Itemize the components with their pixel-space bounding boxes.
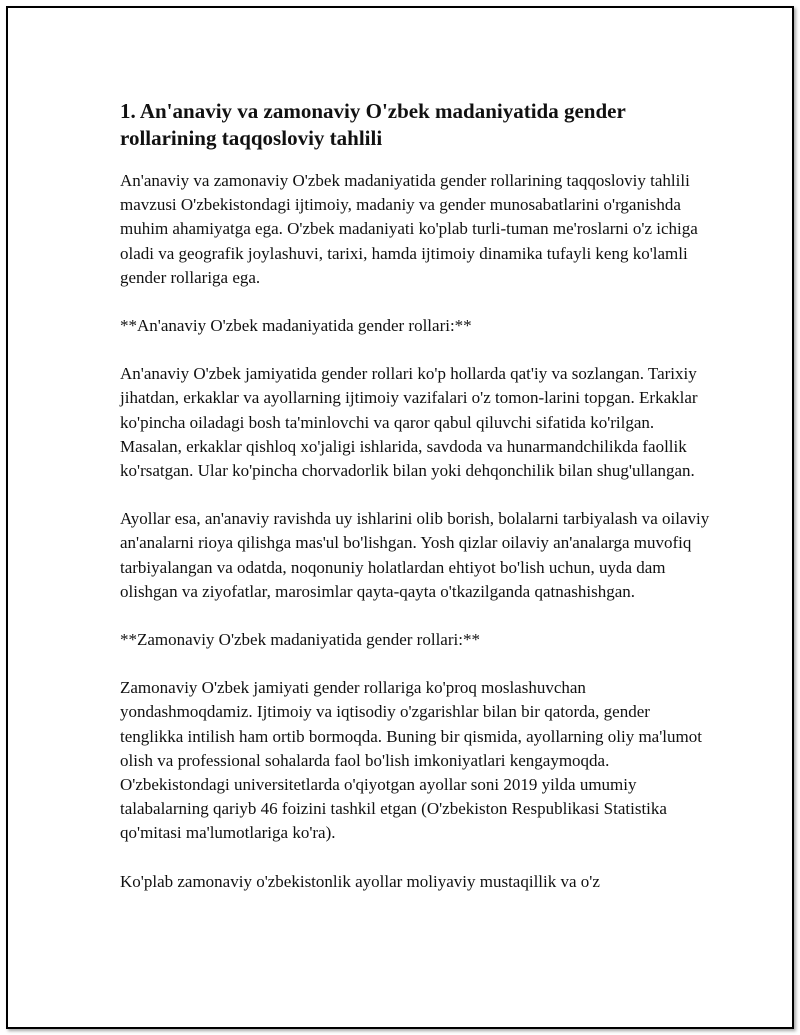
- intro-paragraph: An'anaviy va zamonaviy O'zbek madaniyatida gender rollarining taqqosloviy tahlili mavzusi O'zbekistondagi ijtimoiy, madaniy va gender munosabatlarini o'rganishda muhim ahamiyatga ega. O'zbek madaniyati ko'plab turli-tuman me'roslarni o'z ichiga oladi va geografik joylashuvi, tarixi, hamda ijtimoiy dinamika tufayli keng ko'lamli gender rollariga ega.: [120, 171, 698, 287]
- modern-roles-heading: **Zamonaviy O'zbek madaniyatida gender rollari:**: [120, 630, 480, 650]
- document-content: [120, 98, 710, 918]
- modern-roles-paragraph: Zamonaviy O'zbek jamiyati gender rollariga ko'proq moslashuvchan yondashmoqdamiz. Ijtimoiy va iqtisodiy o'zgarishlar bilan bir qatorda, gender tenglikka intilish ham ortib bormoqda. Buning bir qismida, ayollarning oliy ma'lumot olish va professional sohalarda faol bo'lish imkoniyatlari kengaymoqda. O'zbekistondagi universitetlarda o'qiyotgan ayollar soni 2019 yilda umumiy talabalarning qariyb 46 foizini tashkil etgan (O'zbekiston Respublikasi Statistika qo'mitasi ma'lumotlariga ko'ra).: [120, 678, 702, 843]
- document-page: [6, 6, 794, 1029]
- traditional-roles-heading: **An'anaviy O'zbek madaniyatida gender rollari:**: [120, 316, 472, 336]
- traditional-men-paragraph: An'anaviy O'zbek jamiyatida gender rollari ko'p hollarda qat'iy va sozlangan. Tarixiy jihatdan, erkaklar va ayollarning ijtimoiy vazifalari o'z tomon-larini topgan. Erkaklar ko'pincha oiladagi bosh ta'minlovchi va qaror qabul qiluvchi sifatida ko'rilgan. Masalan, erkaklar qishloq xo'jaligi ishlarida, savdoda va hunarmandchilikda faollik ko'rsatgan. Ular ko'pincha chorvadorlik bilan yoki dehqonchilik bilan shug'ullangan.: [120, 364, 698, 481]
- truncated-paragraph: Ko'plab zamonaviy o'zbekistonlik ayollar moliyaviy mustaqillik va o'z: [120, 871, 600, 891]
- section-title: 1. An'anaviy va zamonaviy O'zbek madaniyatida gender rollarining taqqosloviy tahlili: [120, 99, 626, 150]
- traditional-women-paragraph: Ayollar esa, an'anaviy ravishda uy ishlarini olib borish, bolalarni tarbiyalash va oilaviy an'analarni rioya qilishga mas'ul bo'lishgan. Yosh qizlar oilaviy an'analarga muvofiq tarbiyalangan va odatda, noqonuniy holatlardan ehtiyot bo'lish uchun, uyda dam olishgan va ziyofatlar, marosimlar qayta-qayta o'tkazilganda qatnashishgan.: [120, 509, 710, 601]
